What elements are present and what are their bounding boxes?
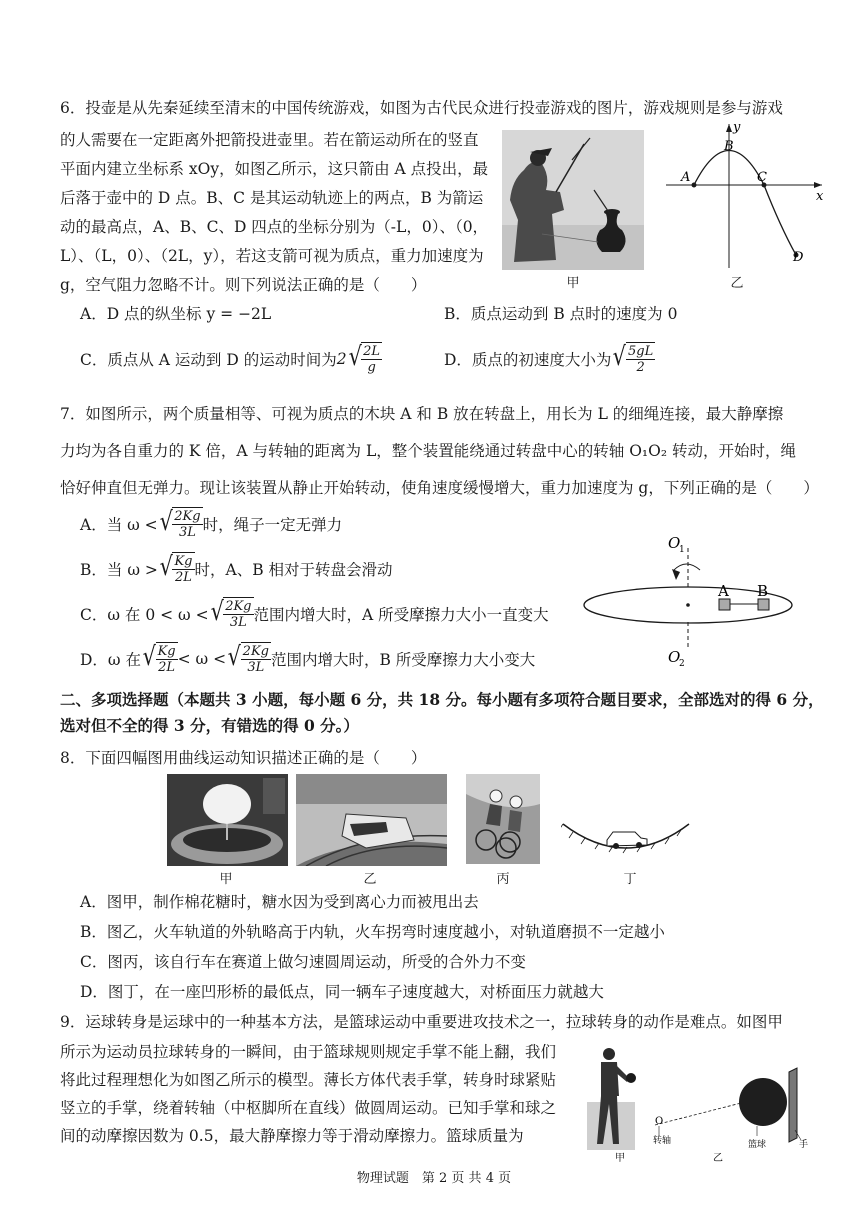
graph-x-label: x: [816, 189, 824, 204]
q8-line1: 8．下面四幅图用曲线运动知识描述正确的是（ ）: [60, 749, 427, 767]
q6-line3: 平面内建立坐标系 xOy，如图乙所示，这只箭由 A 点投出，最: [60, 160, 489, 178]
q7-a-num: 2Kg: [174, 509, 201, 524]
q6-option-a: A．D 点的纵坐标 y = −2L: [80, 305, 272, 323]
q7-line3: 恰好伸直但无弹力。现让该装置从静止开始转动，使角速度缓慢增大，重力加速度为 g，下列正确的是（ ）: [60, 479, 819, 497]
graph-point-d: D: [793, 250, 804, 265]
q7-c-post: 范围内增大时，A 所受摩擦力大小一直变大: [253, 605, 549, 624]
q7-option-b: B．当 ω > √ $\frac{Kg}{2L}$ 时，A、B 相对于转盘会滑动: [80, 552, 393, 585]
q6-fig-yi-caption: 乙: [730, 276, 744, 291]
q7-b-den: 2L: [175, 570, 192, 585]
q6-c-num: 2L: [363, 344, 381, 359]
q9-line4: 竖立的手掌，绕着转轴（中枢脚所在直线）做圆周运动。已知手掌和球之: [60, 1099, 557, 1117]
q8-photo-cyclists: [466, 774, 540, 864]
q7-d-den1: 2L: [158, 660, 176, 675]
q8-photo-train: [296, 774, 447, 866]
axis-label-o1: O: [668, 534, 681, 552]
q6-line2: 的人需要在一定距离外把箭投进壶里。若在箭运动所在的竖直: [60, 131, 479, 149]
q6-line6: L）、（L，0）、（2L，y），若这支箭可视为质点，重力加速度为: [60, 247, 484, 265]
q6-line4: 后落于壶中的 D 点。B、C 是其运动轨迹上的两点，B 为箭运: [60, 189, 484, 207]
q6-photo-touhu: [502, 130, 644, 270]
q6-d-den: 2: [636, 360, 645, 375]
q7-d-den2: 3L: [247, 660, 265, 675]
q6-line7: g，空气阻力忽略不计。则下列说法正确的是（ ）: [60, 276, 427, 294]
q9-ball-label: 篮球: [748, 1140, 767, 1150]
q7-d-post: 范围内增大时，B 所受摩擦力大小变大: [270, 650, 536, 669]
q7-c-num: 2Kg: [225, 599, 252, 614]
q7-d-mid: < ω <: [177, 649, 227, 668]
q7-a-den: 3L: [178, 525, 196, 540]
graph-y-label: y: [733, 120, 741, 135]
q6-option-d: D．质点的初速度大小为 √ $\frac{5gL}{2}$: [444, 342, 654, 375]
q8-option-c: C．图丙，该自行车在赛道上做匀速圆周运动，所受的合外力不变: [80, 953, 526, 971]
q8-caption-bing: 丙: [496, 872, 510, 887]
q6-d-num: 5gL: [628, 344, 654, 359]
q8-option-a: A．图甲，制作棉花糖时，糖水因为受到离心力而被甩出去: [80, 893, 479, 911]
q7-turntable-diagram: [578, 528, 798, 678]
q7-c-den: 3L: [229, 615, 247, 630]
q9-line1: 9．运球转身是运球中的一种基本方法，是篮球运动中重要进攻技术之一，拉球转身的动作是难点。如图甲: [60, 1013, 783, 1031]
q8-concave-bridge: [561, 818, 691, 858]
axis-label-o2: O: [668, 648, 681, 666]
graph-point-a: A: [681, 170, 691, 185]
q9-fig-jia: 甲: [615, 1153, 625, 1164]
q9-basketball-figure: [585, 1040, 815, 1165]
q6-c-den: g: [367, 360, 376, 375]
q7-b-post: 时，A、B 相对于转盘会滑动: [194, 560, 393, 579]
q7-c-pre: C．ω 在 0 < ω <: [80, 605, 209, 624]
q6-option-c: C．质点从 A 运动到 D 的运动时间为 2 √ $\frac{2L}{g}$: [80, 342, 381, 375]
q6-option-c-text: C．质点从 A 运动到 D 的运动时间为: [80, 350, 337, 369]
q7-option-c: C．ω 在 0 < ω < √ $\frac{2Kg}{3L}$ 范围内增大时，A 所受摩擦力大小一直变大: [80, 597, 549, 630]
q8-option-b: B．图乙，火车轨道的外轨略高于内轨，火车拐弯时速度越小，对轨道磨损不一定越小: [80, 923, 665, 941]
q8-photo-cotton-candy: [167, 774, 288, 866]
q7-d-num2: 2Kg: [242, 644, 269, 659]
section2-heading-line1: 二、多项选择题（本题共 3 小题，每小题 6 分，共 18 分。每小题有多项符合题目要求，全部选对的得 6 分，: [60, 690, 824, 709]
section2-heading-line2: 选对但不全的得 3 分，有错选的得 0 分。）: [60, 716, 359, 735]
q7-option-d: D．ω 在 √ $\frac{Kg}{2L}$ < ω < √ $\frac{2Kg}{3L}$ 范围内增大时，B 所受摩擦力大小变大: [80, 642, 536, 675]
q9-line3: 将此过程理想化为如图乙所示的模型。薄长方体代表手掌，转身时球紧贴: [60, 1071, 557, 1089]
q8-option-d: D．图丁，在一座凹形桥的最低点，同一辆车子速度越大，对桥面压力就越大: [80, 983, 604, 1001]
q6-option-b: B．质点运动到 B 点时的速度为 0: [444, 305, 678, 323]
axis-label-o2-sub: 2: [679, 659, 685, 669]
q6-line1: 6．投壶是从先秦延续至清末的中国传统游戏，如图为古代民众进行投壶游戏的图片，游戏规则是参与游戏: [60, 99, 783, 117]
q6-option-d-text: D．质点的初速度大小为: [444, 350, 612, 369]
turntable-label-a: A: [718, 582, 729, 600]
page-footer: 物理试题 第 2 页 共 4 页: [356, 1171, 512, 1186]
q9-fig-yi: 乙: [713, 1153, 723, 1164]
q7-line2: 力均为各自重力的 K 倍，A 与转轴的距离为 L，整个装置能绕通过转盘中心的转轴 O₁O₂ 转动，开始时，绳: [60, 442, 796, 460]
q7-option-a: A．当 ω < √ $\frac{2Kg}{3L}$ 时，绳子一定无弹力: [80, 507, 343, 540]
q9-axis-label: 转轴: [653, 1136, 672, 1146]
q8-caption-yi: 乙: [363, 872, 377, 887]
q6-trajectory-graph: [662, 118, 832, 278]
q9-hand-label: 手: [799, 1140, 809, 1150]
graph-point-c: C: [757, 170, 767, 185]
graph-point-b: B: [724, 139, 734, 154]
q7-b-num: Kg: [174, 554, 193, 569]
q8-caption-ding: 丁: [623, 872, 637, 887]
q7-a-post: 时，绳子一定无弹力: [202, 515, 343, 534]
q9-line2: 所示为运动员拉球转身的一瞬间，由于篮球规则规定手掌不能上翻，我们: [60, 1043, 557, 1061]
turntable-label-b: B: [757, 582, 769, 600]
q8-caption-jia: 甲: [219, 872, 233, 887]
q6-line5: 动的最高点，A、B、C、D 四点的坐标分别为（-L，0）、（0，: [60, 218, 489, 236]
q7-d-pre: D．ω 在: [80, 650, 141, 669]
q7-d-num1: Kg: [157, 644, 176, 659]
q7-line1: 7．如图所示，两个质量相等、可视为质点的木块 A 和 B 放在转盘上，用长为 L 的细绳连接，最大静摩擦: [60, 405, 784, 423]
q7-a-pre: A．当 ω <: [80, 515, 158, 534]
q7-b-pre: B．当 ω >: [80, 560, 158, 579]
q6-option-c-coef: 2: [336, 349, 347, 368]
axis-label-o1-sub: 1: [679, 545, 685, 555]
q6-fig-jia-caption: 甲: [566, 276, 580, 291]
q9-line5: 间的动摩擦因数为 0.5，最大静摩擦力等于滑动摩擦力。篮球质量为: [60, 1127, 524, 1145]
q9-axis-o: O: [655, 1116, 664, 1127]
